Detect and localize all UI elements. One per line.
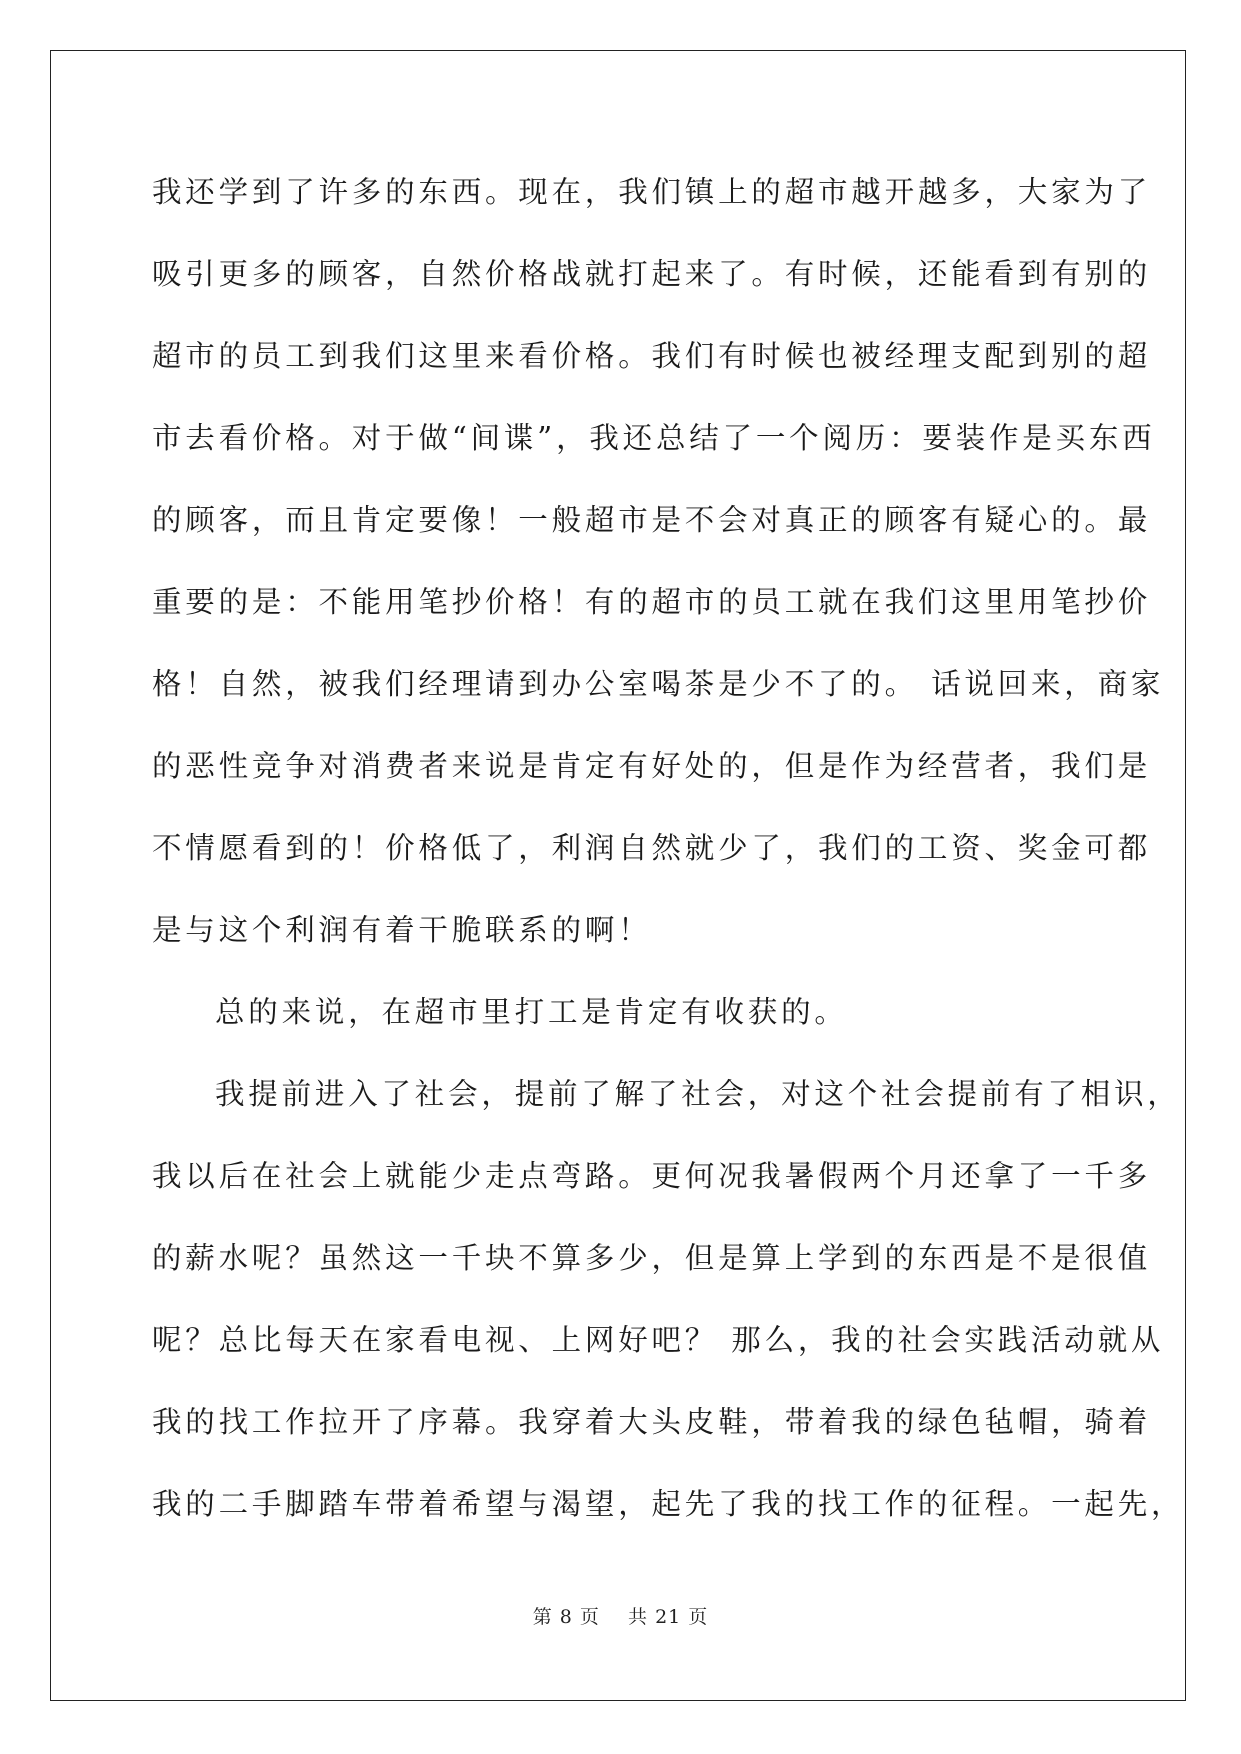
- text-line: 我的二手脚踏车带着希望与渴望，起先了我的找工作的征程。一起先，: [152, 1487, 1185, 1521]
- text-line: 重要的是：不能用笔抄价格！有的超市的员工就在我们这里用笔抄价: [152, 585, 1152, 619]
- text-line: 我以后在社会上就能少走点弯路。更何况我暑假两个月还拿了一千多: [152, 1159, 1152, 1193]
- text-line: 市去看价格。对于做“间谍”，我还总结了一个阅历：要装作是买东西: [152, 421, 1156, 455]
- text-line: 不情愿看到的！价格低了，利润自然就少了，我们的工资、奖金可都: [152, 831, 1152, 865]
- text-line: 吸引更多的顾客，自然价格战就打起来了。有时候，还能看到有别的: [152, 257, 1152, 291]
- document-body: [152, 162, 1185, 1556]
- text-line: 是与这个利润有着干脆联系的啊！: [152, 913, 652, 947]
- text-line: 我的找工作拉开了序幕。我穿着大头皮鞋，带着我的绿色毡帽，骑着: [152, 1405, 1152, 1439]
- text-line: 格！自然，被我们经理请到办公室喝茶是少不了的。 话说回来，商家: [152, 667, 1165, 701]
- page-footer: [0, 1602, 1241, 1629]
- text-line: 我还学到了许多的东西。现在，我们镇上的超市越开越多，大家为了: [152, 175, 1152, 209]
- page-total: 共 21 页: [628, 1606, 709, 1628]
- paragraph-first-line: 我提前进入了社会，提前了解了社会，对这个社会提前有了相识，: [215, 1077, 1181, 1111]
- text-line: 的恶性竞争对消费者来说是肯定有好处的，但是作为经营者，我们是: [152, 749, 1152, 783]
- text-line: 的顾客，而且肯定要像！一般超市是不会对真正的顾客有疑心的。最: [152, 503, 1152, 537]
- text-line: 呢？总比每天在家看电视、上网好吧？ 那么，我的社会实践活动就从: [152, 1323, 1165, 1357]
- paragraph-first-line: 总的来说，在超市里打工是肯定有收获的。: [215, 995, 848, 1029]
- text-line: 超市的员工到我们这里来看价格。我们有时候也被经理支配到别的超: [152, 339, 1152, 373]
- text-line: 的薪水呢？虽然这一千块不算多少，但是算上学到的东西是不是很值: [152, 1241, 1152, 1275]
- page-number: 第 8 页: [532, 1606, 600, 1628]
